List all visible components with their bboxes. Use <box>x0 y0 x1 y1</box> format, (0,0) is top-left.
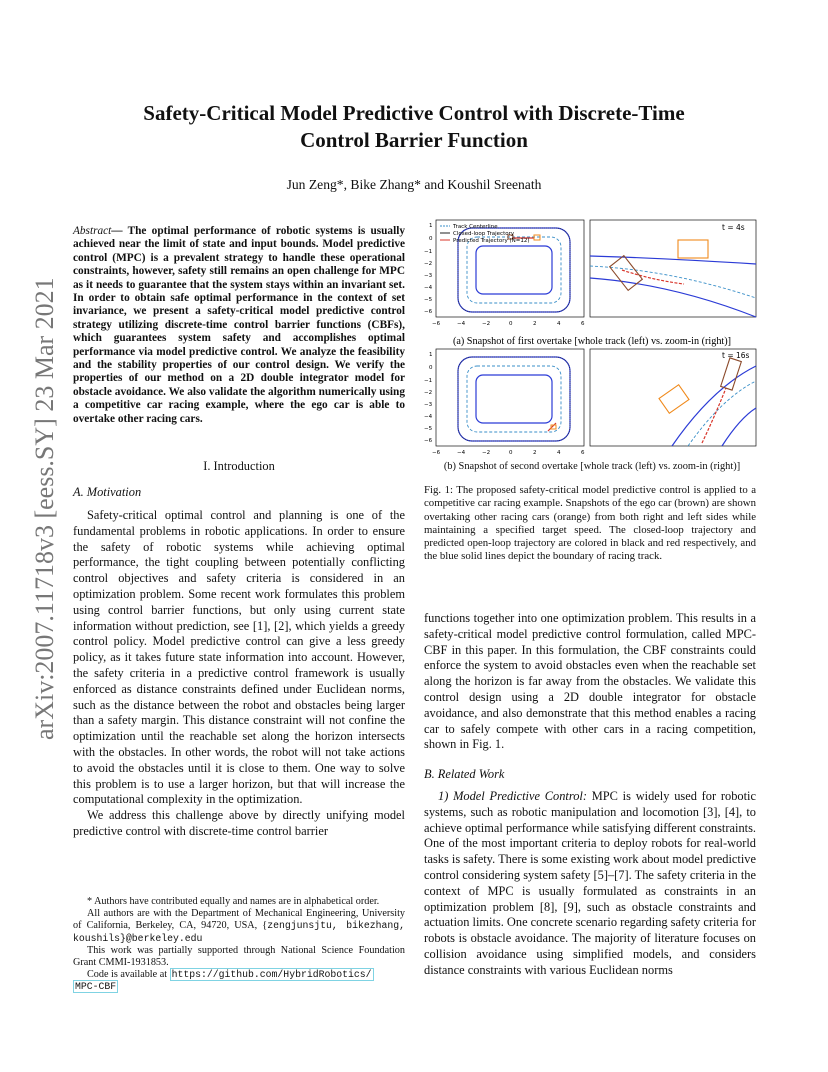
x-tick: −2 <box>482 321 491 327</box>
time-label: t = 16s <box>722 351 750 360</box>
y-tick: 0 <box>429 236 433 242</box>
x-tick: 2 <box>533 450 537 456</box>
code-label: Code is available at <box>87 969 170 981</box>
legend-centerline: Track Centerline <box>453 224 498 230</box>
subsection-heading-related-work: B. Related Work <box>424 767 505 781</box>
panel-a-y-ticks <box>424 223 433 315</box>
ego-car <box>721 358 742 390</box>
legend-closed-loop: Closed-loop Trajectory <box>453 231 515 237</box>
panel-a-x-ticks <box>432 321 585 327</box>
y-tick: −3 <box>424 402 433 408</box>
legend <box>440 224 529 244</box>
caption-b: (b) Snapshot of second overtake [whole track (left) vs. zoom-in (right)] <box>443 461 741 472</box>
x-tick: −6 <box>432 450 441 456</box>
x-tick: −2 <box>482 450 491 456</box>
title-line-1: Safety-Critical Model Predictive Control with Discrete-Time <box>143 101 685 125</box>
abstract <box>73 225 405 426</box>
time-label: t = 4s <box>722 223 745 232</box>
y-tick: 0 <box>429 365 433 371</box>
x-tick: −6 <box>432 321 441 327</box>
panel-b-y-ticks <box>424 352 433 444</box>
section-heading-introduction: I. Introduction <box>203 459 275 473</box>
abstract-text: — The optimal performance of robotic systems is usually achieved near the limit of state and input bounds. Model predictive control (MPC) is a prevalent strategy to handle these operational constraints, however, safety still remains an open challenge for MPC as it needs to guarantee that the system stays within an invariant set. In order to obtain safe optimal performance in the context of set invariance, we present a safety-critical model predictive control strategy utilizing discrete-time control barrier functions (CBFs), which guarantees system safety and accomplishes optimal performance via model predictive control. We analyze the feasibility and the stability properties of our control design. We verify the properties of our method on a 2D double integrator model for obstacle avoidance. We also validate the algorithm numerically using a competitive car racing example, where the ego car is able to overtake other racing cars. <box>73 225 405 425</box>
y-tick: −5 <box>424 426 433 432</box>
x-tick: 2 <box>533 321 537 327</box>
related-work-body <box>424 789 756 979</box>
subsection-heading-motivation: A. Motivation <box>73 485 142 499</box>
caption-a: (a) Snapshot of first overtake [whole track (left) vs. zoom-in (right)] <box>452 336 732 347</box>
panel-b-whole-track <box>436 349 584 446</box>
ego-car <box>610 256 643 291</box>
track-boundary-left <box>672 366 756 446</box>
x-tick: 4 <box>557 450 561 456</box>
panel-b-zoom <box>590 349 756 446</box>
y-tick: −6 <box>424 309 433 315</box>
footnote-code <box>73 969 405 993</box>
track-inner-boundary <box>476 246 552 294</box>
x-tick: 0 <box>509 450 513 456</box>
figure-caption-label: Fig. 1: <box>424 484 453 496</box>
x-tick: 4 <box>557 321 561 327</box>
panel-a-zoom <box>590 220 756 317</box>
other-car <box>678 240 708 258</box>
email-domain: }@berkeley.edu <box>120 932 203 944</box>
right-column-body <box>424 611 756 753</box>
title-line-2: Control Barrier Function <box>300 128 528 152</box>
code-link-continued[interactable]: MPC-CBF <box>75 981 117 993</box>
predicted-trajectory <box>548 423 556 431</box>
x-tick: 6 <box>581 321 585 327</box>
other-car <box>534 235 540 240</box>
paragraph: functions together into one optimization problem. This results in a safety-critical model predictive control formulation, called MPC-CBF in this paper. In this formulation, the CBF constraints could enforce the system to avoid obstacles even when the reachable set along the horizon is far away from the obstacles. We validate this control design using a 2D double integrator for obstacle avoidance, and also demonstrate that this method enables a racing car to safely compete with other cars in a racing competition, shown in Fig. 1. <box>424 611 756 752</box>
track-centerline <box>590 266 756 298</box>
track-boundary-lower <box>590 278 756 317</box>
x-tick: 0 <box>509 321 513 327</box>
footnotes <box>73 896 405 994</box>
axes-frame <box>590 349 756 446</box>
email-usernames: zengjunsjtu, bikezhang, koushils <box>73 920 405 944</box>
code-link[interactable]: https://github.com/HybridRobotics/ <box>171 969 372 981</box>
closed-loop-trajectory <box>458 357 570 441</box>
y-tick: −2 <box>424 390 433 396</box>
y-tick: 1 <box>429 352 433 358</box>
predicted-trajectory <box>622 270 684 284</box>
axes-frame <box>590 220 756 317</box>
authors: Jun Zeng*, Bike Zhang* and Koushil Sreenath <box>286 177 542 192</box>
other-car <box>659 385 689 414</box>
track-boundary-right <box>722 408 756 446</box>
paragraph: We address this challenge above by directly unifying model predictive control with discrete-time control barrier <box>73 808 405 838</box>
track-centerline <box>467 237 561 303</box>
footnote-equal-contribution: * Authors have contributed equally and names are in alphabetical order. <box>87 896 380 907</box>
arxiv-identifier: arXiv:2007.11718v3 [eess.SY] 23 Mar 2021 <box>30 277 59 740</box>
related-text: MPC is widely used for robotic systems, such as robotic manipulation and locomotion [3], [4], to achieve optimal performance while satisfying different constraints. One of the most important criteria to deploy robots for real-world tasks is safety. There is some existing work about model predictive control considering system safety [5]–[7]. The safety criteria in the context of MPC is usually formulated as constraints in an optimization problem [8], [9], such as obstacle constraints and actuation limits. One concrete scenario regarding safety criteria for robots is obstacle avoidance. The majority of literature focuses on collision avoidance using simplified models, and considers distance constraints with various Euclidean norms <box>424 789 756 977</box>
y-tick: −3 <box>424 273 433 279</box>
paper-title <box>0 100 828 154</box>
y-tick: −5 <box>424 297 433 303</box>
figure-caption-text: The proposed safety-critical model predictive control is applied to a competitive car racing example. Snapshots of the ego car (brown) are shown overtaking other racing cars (orange) from both right and left sides while maintaining a specified target speed. The closed-loop trajectory and predicted open-loop trajectory are colored in black and red respectively, and the blue solid lines depict the boundary of racing track. <box>424 484 756 563</box>
paragraph <box>424 789 756 979</box>
track-centerline <box>688 381 756 446</box>
x-tick: −4 <box>457 450 466 456</box>
footnote-affiliation <box>73 908 405 945</box>
abstract-label: Abstract <box>73 225 112 237</box>
figure-1 <box>422 218 762 458</box>
y-tick: −1 <box>424 249 433 255</box>
legend-predicted: Predicted Trajectory (N=12) <box>453 238 530 244</box>
affiliation-text: All authors are with the Department of Mechanical Engineering, University of California, Berkeley, CA, 94720, USA, { <box>73 908 405 932</box>
y-tick: 1 <box>429 223 433 229</box>
mpc-subheading: 1) Model Predictive Control: <box>438 789 587 803</box>
x-tick: −4 <box>457 321 466 327</box>
panel-b-x-ticks <box>432 450 585 456</box>
footnote-funding: This work was partially supported through National Science Foundation Grant CMMI-1931853. <box>73 944 405 969</box>
track-outer-boundary <box>458 357 570 441</box>
track-centerline <box>467 366 561 432</box>
motivation-body <box>73 508 405 840</box>
paragraph: Safety-critical optimal control and planning is one of the fundamental problems in robotic applications. In order to ensure the safety of robotic systems while achieving optimal performance, the tight coupling between potentially conflicting control objectives and safety criteria is considered in an optimization problem. Some recent work formulates this problem using control barrier functions, but only using current state information without prediction, see [1], [2], which yields a greedy control policy. Model predictive control can give a less greedy policy, as it takes future state information into account. However, the safety criteria in a predictive control framework is usually enforced as distance constraints defined under Euclidean norms, such as the distance between the robot and obstacles being larger than a safety margin. This distance constraint will not confine the optimization until the reachable set along the horizon intersects with the obstacles. In other words, the robot will not take actions to avoid the obstacles until it is close to them. One way to solve this problem is to use a larger horizon, but that will increase the computational complexity in the optimization. <box>73 508 405 807</box>
y-tick: −1 <box>424 378 433 384</box>
y-tick: −2 <box>424 261 433 267</box>
y-tick: −4 <box>424 414 433 420</box>
figure-caption <box>424 484 756 564</box>
track-inner-boundary <box>476 375 552 423</box>
y-tick: −4 <box>424 285 433 291</box>
y-tick: −6 <box>424 438 433 444</box>
x-tick: 6 <box>581 450 585 456</box>
